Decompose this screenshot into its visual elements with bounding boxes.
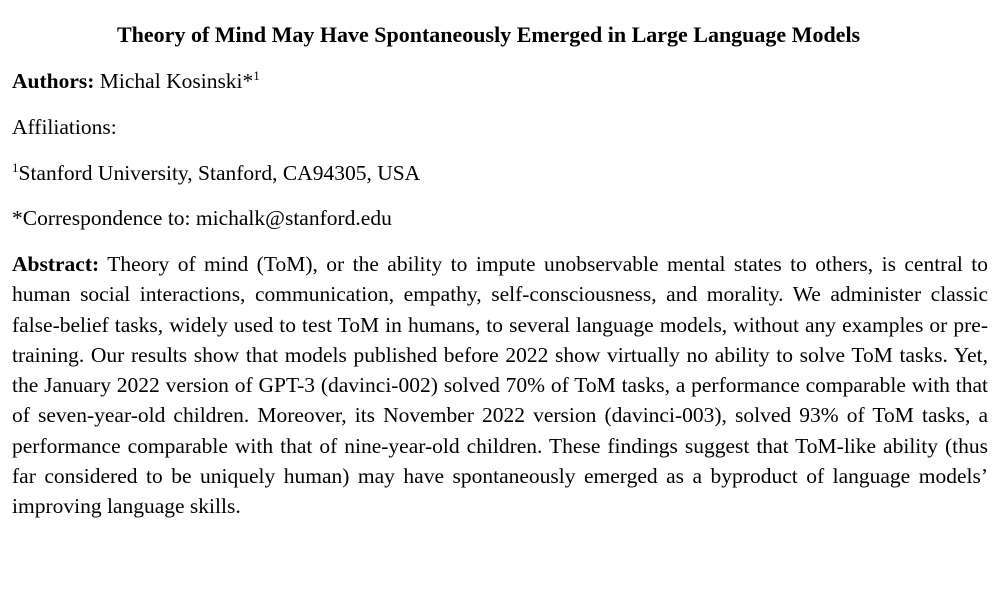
author-name: Michal Kosinski* xyxy=(99,69,254,93)
authors-line xyxy=(12,66,260,96)
correspondence-line: *Correspondence to: michalk@stanford.edu xyxy=(12,206,392,230)
abstract-label: Abstract: xyxy=(12,252,100,276)
institution-line xyxy=(12,158,420,188)
author-affiliation-marker: 1 xyxy=(253,68,260,83)
authors-label: Authors: xyxy=(12,69,95,93)
abstract-paragraph xyxy=(12,249,988,522)
institution-marker: 1 xyxy=(12,160,19,175)
abstract-text: Theory of mind (ToM), or the ability to impute unobservable mental states to others, is central to human social interactions, communication, empathy, self-consciousness, and morality. We administer classic false-belief tasks, widely used to test ToM in humans, to several language models, without any examples or pre-training. Our results show that models published before 2022 show virtually no ability to solve ToM tasks. Yet, the January 2022 version of GPT-3 (davinci-002) solved 70% of ToM tasks, a performance comparable with that of seven-year-old children. Moreover, its November 2022 version (davinci-003), solved 93% of ToM tasks, a performance comparable with that of nine-year-old children. These findings suggest that ToM-like ability (thus far considered to be uniquely human) may have spontaneously emerged as a byproduct of language models’ improving language skills. xyxy=(12,252,988,519)
paper-title: Theory of Mind May Have Spontaneously Emerged in Large Language Models xyxy=(117,22,861,47)
institution-name: Stanford University, Stanford, CA94305, USA xyxy=(18,161,421,185)
affiliations-label: Affiliations: xyxy=(12,115,117,139)
